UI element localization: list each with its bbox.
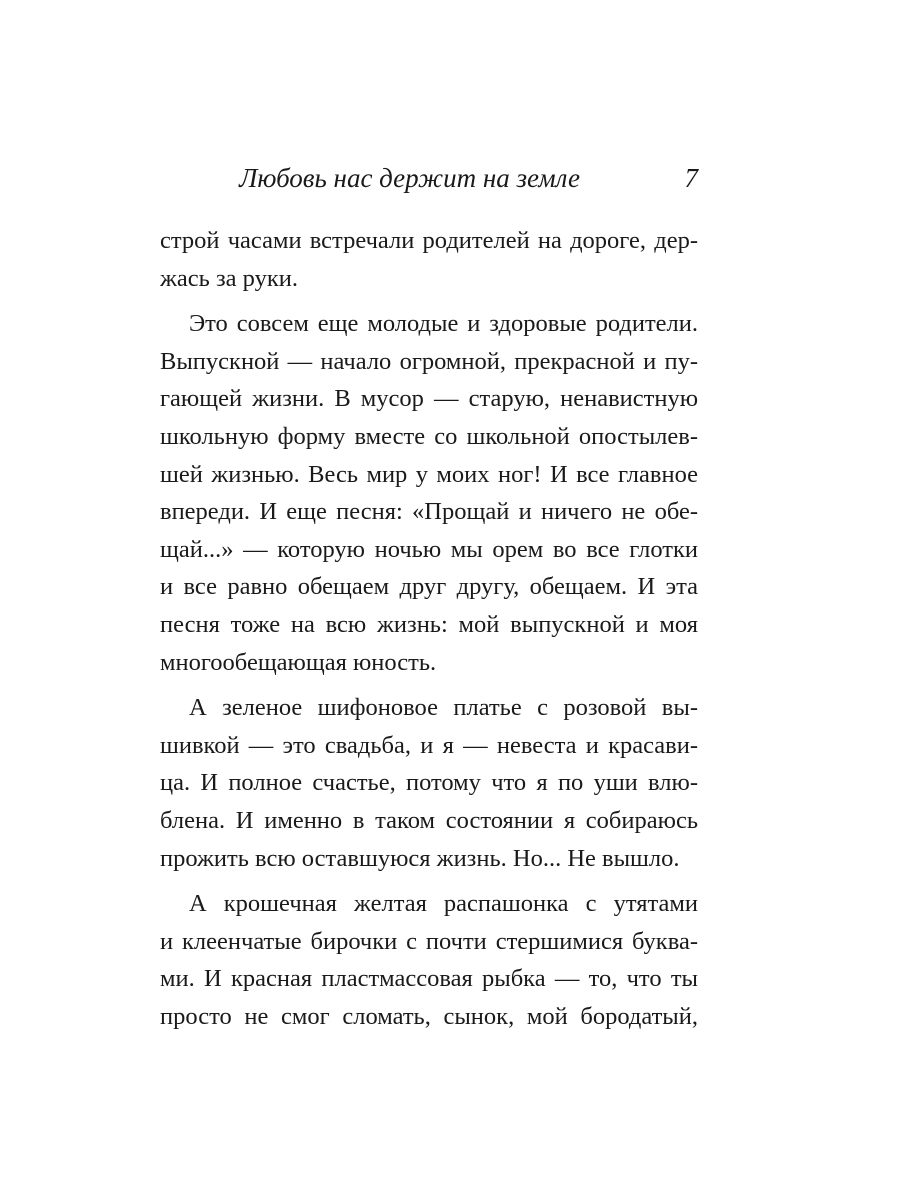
text-line: шивкой — это свадьба, и я — невеста и красави- <box>160 731 698 759</box>
body-text <box>160 222 698 1043</box>
text-line: ца. И полное счастье, потому что я по уши влю- <box>160 769 698 797</box>
paragraph <box>160 885 698 1035</box>
page-number: 7 <box>684 163 698 193</box>
text-line: школьную форму вместе со школьной опостылев- <box>160 422 698 450</box>
text-line: гающей жизни. В мусор — старую, ненавистную <box>160 385 698 413</box>
paragraph <box>160 305 698 681</box>
text-line: шей жизнью. Весь мир у моих ног! И все главное <box>160 460 698 488</box>
text-line: впереди. И еще песня: «Прощай и ничего не обе- <box>160 498 698 526</box>
text-line: песня тоже на всю жизнь: мой выпускной и моя <box>160 610 698 638</box>
text-line: ми. И красная пластмассовая рыбка — то, что ты <box>160 965 698 993</box>
text-line: блена. И именно в таком состоянии я собираюсь <box>160 806 698 834</box>
text-line: жась за руки. <box>160 264 298 292</box>
text-line: Выпускной — начало огромной, прекрасной и пу- <box>160 347 698 375</box>
text-line: строй часами встречали родителей на дороге, дер- <box>160 227 698 254</box>
text-line: просто не смог сломать, сынок, мой бородатый, <box>160 1002 698 1030</box>
text-line: А крошечная желтая распашонка с утятами <box>189 890 698 918</box>
text-line: А зеленое шифоновое платье с розовой вы- <box>189 694 698 722</box>
text-line: многообещающая юность. <box>160 648 437 676</box>
running-title: Любовь нас держит на земле <box>239 163 580 193</box>
paragraph <box>160 222 698 297</box>
running-head <box>160 163 698 203</box>
text-line: Это совсем еще молодые и здоровые родители. <box>189 310 698 338</box>
text-line: прожить всю оставшуюся жизнь. Но... Не вышло. <box>160 844 680 872</box>
paragraph <box>160 689 698 877</box>
text-line: и клеенчатые бирочки с почти стершимися буква- <box>160 927 698 955</box>
text-line: щай...» — которую ночью мы орем во все глотки <box>160 535 698 563</box>
text-line: и все равно обещаем друг другу, обещаем. И эта <box>160 573 698 601</box>
